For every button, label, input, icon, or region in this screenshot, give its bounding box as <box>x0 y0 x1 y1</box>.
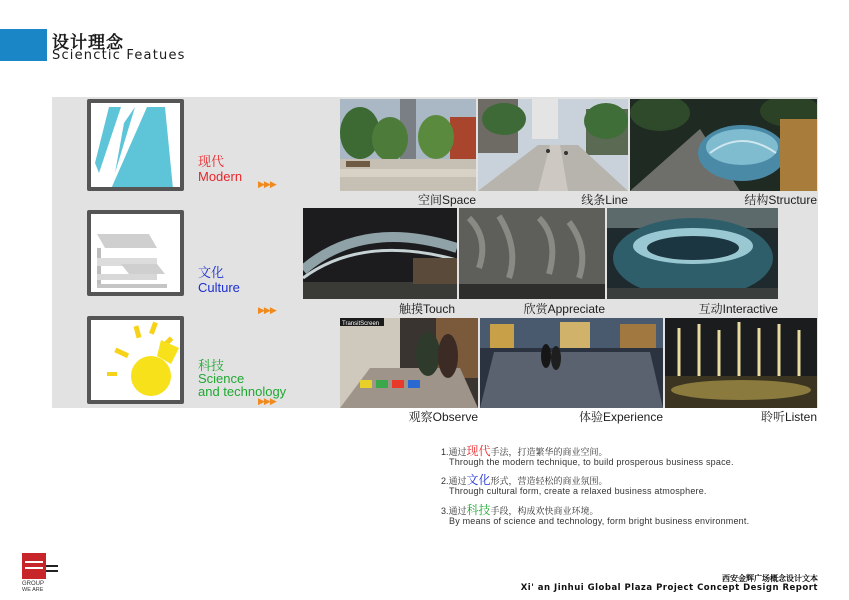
caption-touch: 触摸Touch <box>398 302 455 316</box>
note-3-suffix: 手段，构成欢快商业环境。 <box>490 506 599 516</box>
caption-experience: 体验Experience <box>578 410 663 424</box>
note-2-suffix: 形式，营造轻松的商业氛围。 <box>490 476 608 486</box>
note-1-prefix: 1.通过 <box>441 447 467 457</box>
arrow-icon: ▶▶▶ <box>258 306 276 316</box>
category-culture-cn: 文化 <box>198 265 225 280</box>
note-2 <box>441 475 707 496</box>
photo-appreciate <box>459 208 605 299</box>
note-1-en: Through the modern technique, to build prosperous business space. <box>449 457 734 467</box>
photo-listen <box>665 318 817 408</box>
caption-structure: 结构Structure <box>744 193 817 207</box>
photo-experience <box>480 318 663 408</box>
photo-line <box>478 99 628 191</box>
photo-observe <box>340 318 478 408</box>
category-science-cn: 科技 <box>198 358 225 373</box>
arrow-icon: ▶▶▶ <box>258 397 276 407</box>
page-subtitle: Scienctic Featues <box>52 48 186 63</box>
building-sketch-icon <box>87 210 184 296</box>
category-culture-en: Culture <box>198 280 240 295</box>
category-modern-en: Modern <box>198 169 243 184</box>
group-logo <box>22 553 60 591</box>
note-3 <box>441 505 749 526</box>
note-1-suffix: 手法，打造繁华的商业空间。 <box>490 447 608 457</box>
category-science <box>198 359 286 398</box>
caption-observe: 观察Observe <box>408 410 478 424</box>
note-2-en: Through cultural form, create a relaxed business atmosphere. <box>449 486 707 496</box>
category-science-en: Science <box>198 371 245 386</box>
note-1 <box>441 446 734 467</box>
footer-title-cn: 西安金辉广场概念设计文本 <box>722 574 818 583</box>
note-2-prefix: 2.通过 <box>441 476 467 486</box>
photo-space <box>340 99 476 191</box>
note-3-prefix: 3.通过 <box>441 506 467 516</box>
caption-listen: 聆听Listen <box>760 410 817 424</box>
light-bulb-icon <box>87 316 184 404</box>
caption-line: 线条Line <box>581 193 628 207</box>
photo-interactive <box>607 208 778 299</box>
logo-line-1: GROUP <box>22 581 45 587</box>
note-3-key: 科技 <box>466 503 491 517</box>
abstract-blue-shape-icon <box>87 99 184 191</box>
category-modern-cn: 现代 <box>198 154 225 169</box>
note-2-key: 文化 <box>466 473 491 487</box>
category-science-en2: and technology <box>198 384 287 399</box>
note-1-key: 现代 <box>466 444 491 458</box>
caption-interactive: 互动Interactive <box>698 302 778 316</box>
caption-appreciate: 欣赏Appreciate <box>523 302 605 316</box>
photo-structure <box>630 99 817 191</box>
category-culture <box>198 266 240 294</box>
footer-title-en: Xi' an Jinhui Global Plaza Project Concept Design Report <box>520 583 818 593</box>
header-accent-bar <box>0 29 47 61</box>
page-title: 设计理念 <box>52 33 124 53</box>
caption-space: 空间Space <box>417 193 476 207</box>
category-modern <box>198 155 242 183</box>
photo-touch <box>303 208 457 299</box>
transit-screen-sign: TransitScreen <box>342 321 380 327</box>
note-3-en: By means of science and technology, form bright business environment. <box>449 516 750 526</box>
logo-line-2: WE ARE <box>22 587 44 591</box>
arrow-icon: ▶▶▶ <box>258 180 276 190</box>
